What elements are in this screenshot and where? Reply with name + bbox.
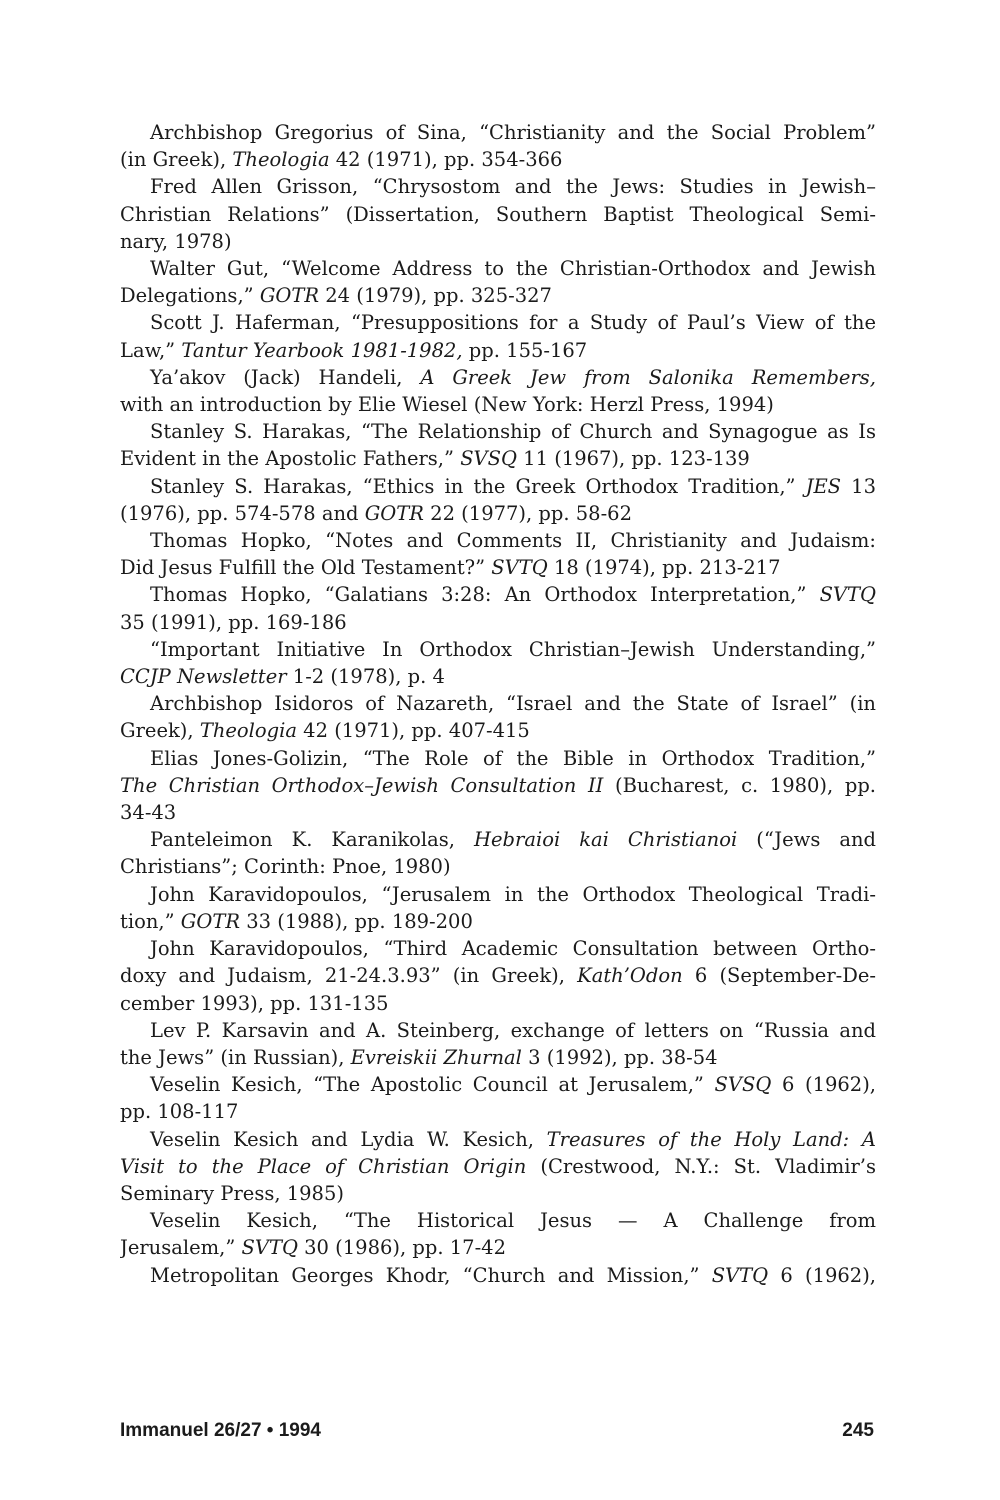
entry-text: with an introduction by Elie Wiesel (New York: Herzl Press, 1994)	[120, 393, 774, 417]
entry-text: Did Jesus Fulfill the Old Testament?”	[120, 556, 492, 580]
entry-text: Archbishop Isidoros of Nazareth, “Israel and the State of Israel” (in	[150, 692, 876, 716]
entry-text: 6 (1962),	[771, 1073, 876, 1097]
entry-line	[120, 282, 876, 309]
entry-line	[120, 772, 876, 799]
entry-text: Veselin Kesich and Lydia W. Kesich,	[150, 1127, 547, 1151]
entry-text: Elias Jones-Golizin, “The Role of the Bible in Orthodox Tradition,”	[150, 746, 876, 770]
italic-title: Theologia	[199, 719, 297, 743]
entry-text: 34-43	[120, 801, 177, 825]
entry-text: cember 1993), pp. 131-135	[120, 991, 389, 1015]
bibliography-entry	[120, 1126, 876, 1208]
entry-line	[120, 1207, 876, 1234]
entry-text: “Important Initiative In Orthodox Christian–Jewish Understanding,”	[150, 637, 876, 661]
entry-text: (in Greek),	[120, 148, 233, 172]
entry-text: (“Jews and	[737, 828, 876, 852]
entry-line	[120, 146, 876, 173]
entry-line	[120, 745, 876, 772]
italic-title: SVSQ	[460, 447, 517, 471]
entry-text: 24 (1979), pp. 325-327	[319, 284, 552, 308]
bibliography-entry	[120, 527, 876, 581]
entry-text: (Bucharest, c. 1980), pp.	[603, 773, 876, 797]
entry-line	[120, 473, 876, 500]
entry-text: Jerusalem,”	[120, 1236, 242, 1260]
entry-text: 35 (1991), pp. 169-186	[120, 610, 347, 634]
entry-text: John Karavidopoulos, “Jerusalem in the Orthodox Theological Tradi-	[150, 882, 876, 906]
entry-text: Ya’akov (Jack) Handeli,	[150, 365, 421, 389]
entry-text: John Karavidopoulos, “Third Academic Consultation between Ortho-	[150, 937, 876, 961]
entry-line	[120, 1071, 876, 1098]
italic-title: CCJP Newsletter	[120, 665, 287, 689]
entry-text: 42 (1971), pp. 354-366	[329, 148, 563, 172]
entry-line	[120, 1153, 876, 1180]
bibliography-entry	[120, 826, 876, 880]
entry-line	[120, 935, 876, 962]
entry-text: Scott J. Haferman, “Presuppositions for a Study of Paul’s View of the	[150, 311, 876, 335]
entry-text: the Jews” (in Russian),	[120, 1045, 351, 1069]
entry-line	[120, 445, 876, 472]
entry-text: nary, 1978)	[120, 229, 232, 253]
entry-line	[120, 364, 876, 391]
entry-line	[120, 391, 876, 418]
entry-text: 3 (1992), pp. 38-54	[521, 1045, 718, 1069]
entry-text: Veselin Kesich, “The Apostolic Council at Jerusalem,”	[150, 1073, 715, 1097]
entry-line	[120, 962, 876, 989]
bibliography-entry	[120, 119, 876, 173]
entry-line	[120, 527, 876, 554]
entry-text: 18 (1974), pp. 213-217	[547, 556, 781, 580]
entry-text: 11 (1967), pp. 123-139	[516, 447, 750, 471]
bibliography-entry	[120, 581, 876, 635]
entry-line	[120, 309, 876, 336]
entry-text: Lev P. Karsavin and A. Steinberg, exchange of letters on “Russia and	[150, 1018, 876, 1042]
italic-title: SVTQ	[241, 1236, 298, 1260]
entry-line	[120, 1262, 876, 1289]
entry-text: Fred Allen Grisson, “Chrysostom and the Jews: Studies in Jewish–	[150, 175, 876, 199]
italic-title: GOTR	[180, 909, 241, 933]
italic-title: Treasures of the Holy Land: A	[546, 1127, 876, 1151]
entry-line	[120, 255, 876, 282]
bibliography-entry	[120, 1207, 876, 1261]
entry-text: 13	[841, 474, 876, 498]
entry-line	[120, 1044, 876, 1071]
entry-line	[120, 119, 876, 146]
italic-title: SVTQ	[819, 583, 876, 607]
entry-text: Delegations,”	[120, 284, 260, 308]
italic-title: SVTQ	[711, 1263, 769, 1287]
entry-text: Walter Gut, “Welcome Address to the Christian-Orthodox and Jewish	[150, 257, 876, 281]
entry-text: 1-2 (1978), p. 4	[286, 665, 445, 689]
italic-title: GOTR	[259, 284, 320, 308]
entry-line	[120, 201, 876, 228]
bibliography-entry	[120, 255, 876, 309]
journal-issue-label: Immanuel 26/27 • 1994	[120, 1420, 321, 1441]
entry-line	[120, 554, 876, 581]
entry-line	[120, 418, 876, 445]
italic-title: A Greek Jew from Salonika Remembers,	[420, 365, 876, 389]
entry-text: Christians”; Corinth: Pnoe, 1980)	[120, 855, 451, 879]
bibliography-entry	[120, 745, 876, 827]
bibliography-entry	[120, 636, 876, 690]
entry-text: 42 (1971), pp. 407-415	[296, 719, 530, 743]
bibliography-entry	[120, 935, 876, 1017]
italic-title: Theologia	[232, 148, 330, 172]
entry-text: doxy and Judaism, 21-24.3.93” (in Greek),	[120, 964, 578, 988]
entry-text: 33 (1988), pp. 189-200	[240, 909, 473, 933]
bibliography-entry	[120, 1262, 876, 1289]
entry-text: Stanley S. Harakas, “Ethics in the Greek Orthodox Tradition,”	[150, 474, 806, 498]
entry-text: Stanley S. Harakas, “The Relationship of Church and Synagogue as Is	[150, 420, 876, 444]
bibliography-entry	[120, 1017, 876, 1071]
entry-text: Panteleimon K. Karanikolas,	[150, 828, 475, 852]
entry-line	[120, 500, 876, 527]
italic-title: Hebraioi kai Christianoi	[474, 828, 738, 852]
entry-text: Archbishop Gregorius of Sina, “Christianity and the Social Problem”	[150, 121, 876, 144]
entry-text: Seminary Press, 1985)	[120, 1181, 344, 1205]
entry-text: Metropolitan Georges Khodr, “Church and Mission,”	[150, 1263, 712, 1287]
italic-title: The Christian Orthodox–Jewish Consultation II	[120, 773, 604, 797]
bibliography-entry	[120, 418, 876, 472]
entry-line	[120, 636, 876, 663]
entry-line	[120, 990, 876, 1017]
entry-text: Law,”	[120, 338, 182, 362]
entry-line	[120, 799, 876, 826]
italic-title: Tantur Yearbook 1981-1982,	[181, 338, 463, 362]
entry-line	[120, 853, 876, 880]
bibliography-entry	[120, 364, 876, 418]
entry-line	[120, 1180, 876, 1207]
entry-text: (Crestwood, N.Y.: St. Vladimir’s	[526, 1154, 876, 1178]
page-number: 245	[842, 1420, 874, 1441]
bibliography-entry	[120, 473, 876, 527]
bibliography-entry	[120, 173, 876, 255]
entry-text: tion,”	[120, 909, 181, 933]
entry-line	[120, 609, 876, 636]
page-footer	[120, 1418, 876, 1444]
entry-text: Thomas Hopko, “Galatians 3:28: An Orthodox Interpretation,”	[150, 583, 820, 607]
entry-text: pp. 108-117	[120, 1100, 239, 1124]
bibliography-entry	[120, 690, 876, 744]
italic-title: SVTQ	[491, 556, 548, 580]
entry-line	[120, 1017, 876, 1044]
italic-title: Visit to the Place of Christian Origin	[120, 1154, 527, 1178]
entry-line	[120, 717, 876, 744]
entry-text: 22 (1977), pp. 58-62	[423, 501, 632, 525]
entry-text: Christian Relations” (Dissertation, Southern Baptist Theological Semi-	[120, 202, 876, 226]
entry-line	[120, 1234, 876, 1261]
entry-line	[120, 690, 876, 717]
entry-text: 6 (1962),	[768, 1263, 876, 1287]
entry-text: pp. 155-167	[462, 338, 588, 362]
entry-text: Greek),	[120, 719, 200, 743]
italic-title: Evreiskii Zhurnal	[350, 1045, 522, 1069]
entry-line	[120, 1098, 876, 1125]
bibliography-entry	[120, 881, 876, 935]
entry-text: Evident in the Apostolic Fathers,”	[120, 447, 461, 471]
entry-text: Veselin Kesich, “The Historical Jesus — A Challenge from	[150, 1209, 876, 1233]
entry-line	[120, 581, 876, 608]
entry-text: (1976), pp. 574-578 and	[120, 501, 365, 525]
entry-line	[120, 173, 876, 200]
entry-line	[120, 1126, 876, 1153]
entry-line	[120, 228, 876, 255]
entry-text: 6 (September-De-	[682, 964, 876, 988]
entry-text: Thomas Hopko, “Notes and Comments II, Christianity and Judaism:	[150, 529, 876, 553]
italic-title: SVSQ	[714, 1073, 772, 1097]
bibliography-entry	[120, 309, 876, 363]
entry-line	[120, 881, 876, 908]
bibliography-list	[120, 119, 876, 1289]
bibliography-entry	[120, 1071, 876, 1125]
entry-line	[120, 826, 876, 853]
entry-text: 30 (1986), pp. 17-42	[297, 1236, 506, 1260]
italic-title: JES	[805, 474, 842, 498]
italic-title: Kath’Odon	[577, 964, 683, 988]
entry-line	[120, 908, 876, 935]
italic-title: GOTR	[364, 501, 424, 525]
entry-line	[120, 337, 876, 364]
entry-line	[120, 663, 876, 690]
